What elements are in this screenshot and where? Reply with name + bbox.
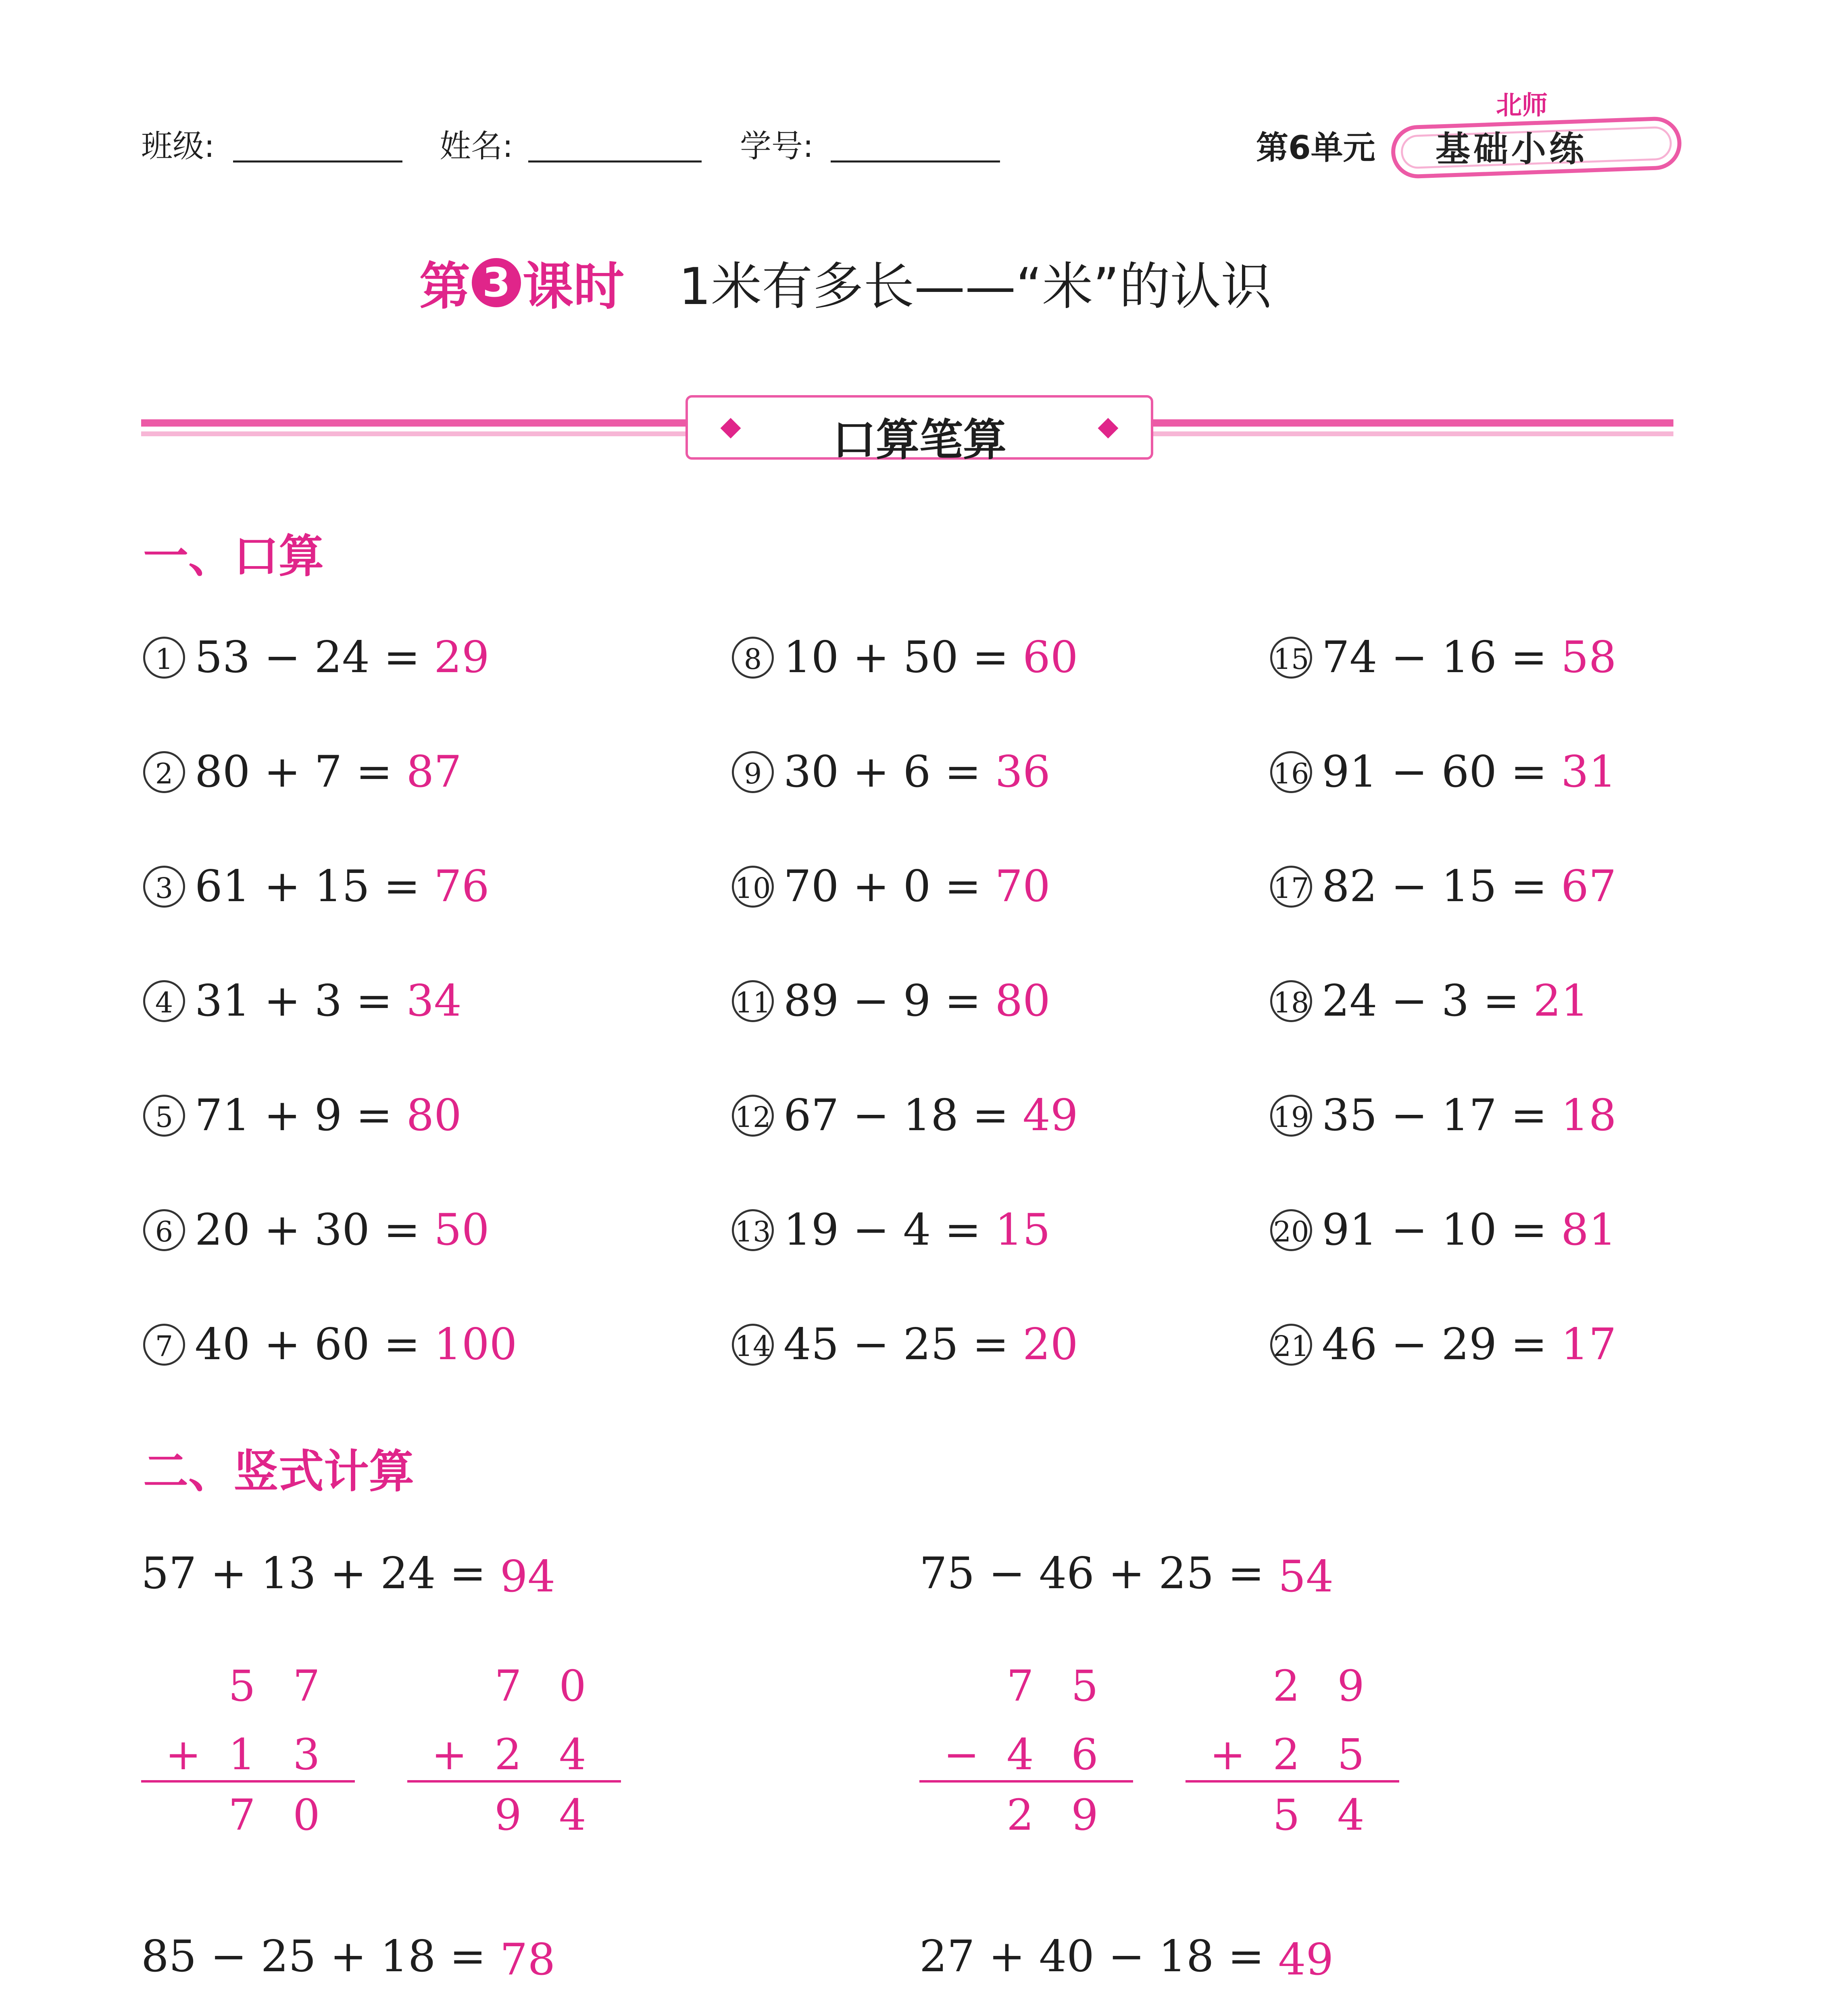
item-number: 11 [732,980,774,1022]
result-digit: 9 [494,1790,522,1840]
item-number: 19 [1270,1095,1312,1137]
written-expression-text: 75 − 46 + 25 = [919,1548,1265,1599]
result-digit: 0 [293,1790,320,1840]
oral-answer: 34 [406,976,462,1027]
student-id-label: 学号: [740,128,814,165]
sum-line [1186,1780,1399,1783]
vertical-calculation [141,1661,355,1839]
top-digit: 0 [559,1661,586,1711]
oral-answer: 60 [1023,632,1078,683]
oral-answer: 81 [1561,1205,1617,1256]
bottom-digit: 2 [494,1730,522,1779]
result-digit: 4 [559,1790,586,1840]
oral-expression: 45 − 25 = [783,1319,1009,1370]
item-number: 8 [732,637,774,679]
oral-item [143,1316,517,1370]
written-expression-text: 85 − 25 + 18 = [141,1931,486,1982]
oral-item [1270,973,1589,1026]
bottom-digit: 3 [293,1730,320,1779]
item-number: 20 [1270,1209,1312,1251]
written-answer: 94 [500,1552,556,1602]
banner-band-right-light [1149,431,1673,436]
oral-item [732,1087,1078,1141]
oral-expression: 31 + 3 = [195,976,393,1027]
item-number: 12 [732,1095,774,1137]
oral-item [732,629,1078,683]
name-label: 姓名: [440,128,513,165]
top-digit: 7 [494,1661,522,1711]
oral-expression: 70 + 0 = [783,861,981,912]
top-digit: 9 [1337,1661,1365,1711]
class-label: 班级: [141,128,215,165]
lesson-title [419,246,1272,319]
oral-expression: 80 + 7 = [195,747,393,798]
item-number: 1 [143,637,185,679]
oral-expression: 30 + 6 = [783,747,981,798]
oral-expression: 53 − 24 = [195,632,420,683]
oral-answer: 20 [1023,1319,1078,1370]
item-number: 21 [1270,1324,1312,1366]
oral-item [143,973,462,1026]
vertical-calculation [1186,1661,1399,1839]
oral-expression: 10 + 50 = [783,632,1009,683]
oral-expression: 40 + 60 = [195,1319,420,1370]
top-digit: 7 [1006,1661,1034,1711]
top-digit: 7 [293,1661,320,1711]
oral-answer: 21 [1533,976,1589,1027]
banner-band-left-light [141,431,690,436]
oral-item [732,1316,1078,1370]
oral-answer: 50 [434,1205,490,1256]
oral-answer: 18 [1561,1090,1617,1141]
sum-line [141,1780,355,1783]
brand-title: 基础小练 [1436,129,1587,169]
item-number: 15 [1270,637,1312,679]
written-expression-text: 57 + 13 + 24 = [141,1548,486,1599]
oral-answer: 80 [995,976,1050,1027]
oral-answer: 36 [995,747,1050,798]
bottom-digit: 5 [1337,1730,1365,1779]
lesson-main-title: 1米有多长——“米”的认识 [679,257,1272,316]
oral-item [1270,629,1617,683]
oral-expression: 24 − 3 = [1322,976,1520,1027]
bottom-digit: 6 [1071,1730,1098,1779]
item-number: 5 [143,1095,185,1137]
oral-item [143,744,462,797]
item-number: 16 [1270,751,1312,793]
written-expression [919,1931,1333,1985]
oral-answer: 80 [406,1090,462,1141]
item-number: 13 [732,1209,774,1251]
result-digit: 2 [1006,1790,1034,1840]
bottom-digit: 1 [228,1730,256,1779]
bottom-digit: 4 [559,1730,586,1779]
oral-item [143,1087,462,1141]
oral-answer: 67 [1561,861,1617,912]
sum-line [919,1780,1133,1783]
oral-answer: 87 [406,747,462,798]
oral-item [143,1202,490,1255]
oral-item [732,858,1050,912]
written-expression [141,1548,555,1602]
brand-publisher: 北师 [1496,91,1548,121]
oral-answer: 76 [434,861,490,912]
operator-sign: + [165,1730,201,1779]
oral-expression: 91 − 10 = [1322,1205,1547,1256]
section-oral-heading: 一、口算 [143,530,324,583]
oral-expression: 82 − 15 = [1322,861,1547,912]
vertical-calculation [919,1661,1133,1839]
bottom-digit: 4 [1006,1730,1034,1779]
written-answer: 54 [1278,1552,1334,1602]
oral-item [143,858,490,912]
item-number: 18 [1270,980,1312,1022]
item-number: 7 [143,1324,185,1366]
result-digit: 9 [1071,1790,1098,1840]
oral-expression: 20 + 30 = [195,1205,420,1256]
oral-item [143,629,490,683]
oral-expression: 91 − 60 = [1322,747,1547,798]
oral-answer: 17 [1561,1319,1617,1370]
top-digit: 2 [1273,1661,1300,1711]
written-expression [141,1931,555,1985]
item-number: 9 [732,751,774,793]
oral-expression: 74 − 16 = [1322,632,1547,683]
item-number: 17 [1270,866,1312,908]
banner-band-left [141,419,690,427]
oral-expression: 35 − 17 = [1322,1090,1547,1141]
oral-item [732,744,1050,797]
written-expression-text: 27 + 40 − 18 = [919,1931,1265,1982]
section-written-heading: 二、竖式计算 [143,1445,414,1498]
top-digit: 5 [228,1661,256,1711]
sum-line [407,1780,621,1783]
oral-item [1270,858,1617,912]
result-digit: 4 [1337,1790,1365,1840]
result-digit: 7 [228,1790,256,1840]
lesson-number-badge: 3 [472,258,521,307]
result-digit: 5 [1273,1790,1300,1840]
oral-expression: 61 + 15 = [195,861,420,912]
oral-item [732,1202,1050,1255]
oral-item [1270,744,1617,797]
banner-title: 口算笔算 [832,415,1006,465]
oral-answer: 70 [995,861,1050,912]
oral-answer: 31 [1561,747,1617,798]
oral-expression: 71 + 9 = [195,1090,393,1141]
oral-item [1270,1087,1617,1141]
lesson-prefix: 第 [419,257,470,316]
class-blank [233,160,402,162]
oral-answer: 29 [434,632,490,683]
operator-sign: − [944,1730,979,1779]
oral-expression: 67 − 18 = [783,1090,1009,1141]
oral-item [1270,1202,1617,1255]
oral-answer: 49 [1023,1090,1078,1141]
lesson-suffix: 课时 [523,257,624,316]
vertical-calculation [407,1661,621,1839]
item-number: 3 [143,866,185,908]
oral-item [732,973,1050,1026]
oral-expression: 89 − 9 = [783,976,981,1027]
operator-sign: + [431,1730,467,1779]
student-id-blank [831,160,1000,162]
written-answer: 78 [500,1935,556,1985]
item-number: 14 [732,1324,774,1366]
operator-sign: + [1210,1730,1246,1779]
oral-answer: 15 [995,1205,1050,1256]
item-number: 4 [143,980,185,1022]
oral-item [1270,1316,1617,1370]
written-expression [919,1548,1333,1602]
oral-answer: 58 [1561,632,1617,683]
oral-answer: 100 [434,1319,517,1370]
item-number: 6 [143,1209,185,1251]
name-blank [528,160,702,162]
bottom-digit: 2 [1273,1730,1300,1779]
item-number: 2 [143,751,185,793]
unit-label: 第6单元 [1256,129,1375,167]
section-banner [685,395,1153,465]
written-answer: 49 [1278,1935,1334,1985]
oral-expression: 19 − 4 = [783,1205,981,1256]
item-number: 10 [732,866,774,908]
top-digit: 5 [1071,1661,1098,1711]
oral-expression: 46 − 29 = [1322,1319,1547,1370]
banner-band-right [1149,419,1673,427]
